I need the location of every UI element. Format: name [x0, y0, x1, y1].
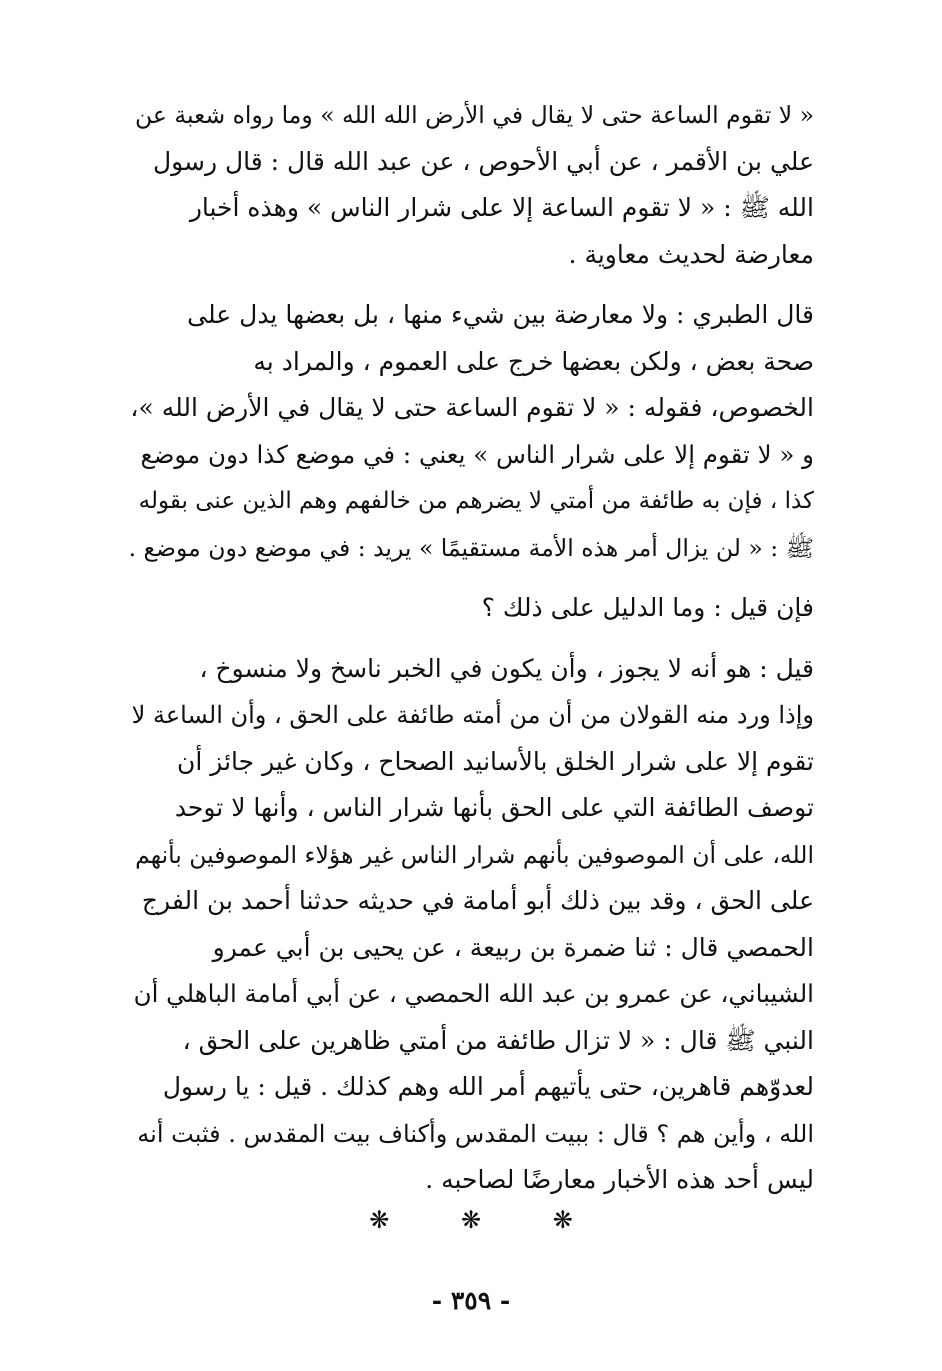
asterism-icon: ❋	[460, 1206, 482, 1234]
text-line: الله، على أن الموصوفين بأنهم شرار الناس غير هؤلاء الموصوفين بأنهم	[135, 840, 814, 869]
text-line: تقوم إلا على شرار الخلق بالأسانيد الصحاح ، وكان غير جائز أن	[177, 746, 814, 776]
text-line: « لا تقوم الساعة حتى لا يقال في الأرض الله الله » وما رواه شعبة عن	[135, 101, 814, 129]
text-line: قيل : هو أنه لا يجوز ، وأن يكون في الخبر ناسخ ولا منسوخ ،	[199, 653, 814, 683]
text-line: الشيباني، عن عمرو بن عبد الله الحمصي ، عن أبي أمامة الباهلي أن	[133, 979, 814, 1008]
text-line: الله ، وأين هم ؟ قال : ببيت المقدس وأكناف بيت المقدس . فثبت أنه	[137, 1119, 814, 1148]
paragraph-2	[128, 292, 814, 571]
text-line: ليس أحد هذه الأخبار معارضًا لصاحبه .	[425, 1165, 814, 1194]
text-line: الحمصي قال : ثنا ضمرة بن ربيعة ، عن يحيى بن أبي عمرو	[212, 932, 814, 962]
text-line: الله ﷺ : « لا تقوم الساعة إلا على شرار الناس » وهذه أخبار	[189, 193, 814, 222]
text-line: قال الطبري : ولا معارضة بين شيء منها ، بل بعضها يدل على	[187, 300, 814, 329]
text-line: الخصوص، فقوله : « لا تقوم الساعة حتى لا يقال في الأرض الله »،	[130, 393, 814, 422]
text-line: وإذا ورد منه القولان من أن من أمته طائفة على الحق ، وأن الساعة لا	[131, 701, 814, 729]
text-line: على الحق ، وقد بين ذلك أبو أمامة في حديثه حدثنا أحمد بن الفرج	[141, 886, 814, 915]
text-line: توصف الطائفة التي على الحق بأنها شرار الناس ، وأنها لا توحد	[174, 793, 814, 822]
text-line: صحة بعض ، ولكن بعضها خرج على العموم ، والمراد به	[253, 346, 814, 376]
text-line: ﷺ : « لن يزال أمر هذه الأمة مستقيمًا » يريد : في موضع دون موضع .	[128, 533, 814, 562]
page-number: - ٣٥٩ -	[431, 1286, 511, 1315]
text-line: النبي ﷺ قال : « لا تزال طائفة من أمتي ظاهرين على الحق ،	[182, 1025, 814, 1055]
asterism-icon: ❋	[369, 1206, 390, 1234]
text-line: لعدوّهم قاهرين، حتى يأتيهم أمر الله وهم كذلك . قيل : يا رسول	[162, 1072, 814, 1101]
text-line: معارضة لحديث معاوية .	[568, 239, 814, 269]
section-separator	[0, 1206, 942, 1234]
paragraph-1	[128, 92, 814, 278]
text-line: كذا ، فإن به طائفة من أمتي لا يضرهم من خالفهم وهم الذين عنى بقوله	[138, 488, 814, 514]
paragraph-3	[128, 585, 814, 632]
asterism-icon: ❋	[552, 1206, 573, 1234]
paragraph-4	[128, 646, 814, 1204]
text-line: علي بن الأقمر ، عن أبي الأحوص ، عن عبد الله قال : قال رسول	[152, 146, 814, 176]
text-line: فإن قيل : وما الدليل على ذلك ؟	[481, 593, 814, 622]
text-line: و « لا تقوم إلا على شرار الناس » يعني : في موضع كذا دون موضع	[140, 439, 814, 469]
page-body	[128, 92, 814, 1204]
